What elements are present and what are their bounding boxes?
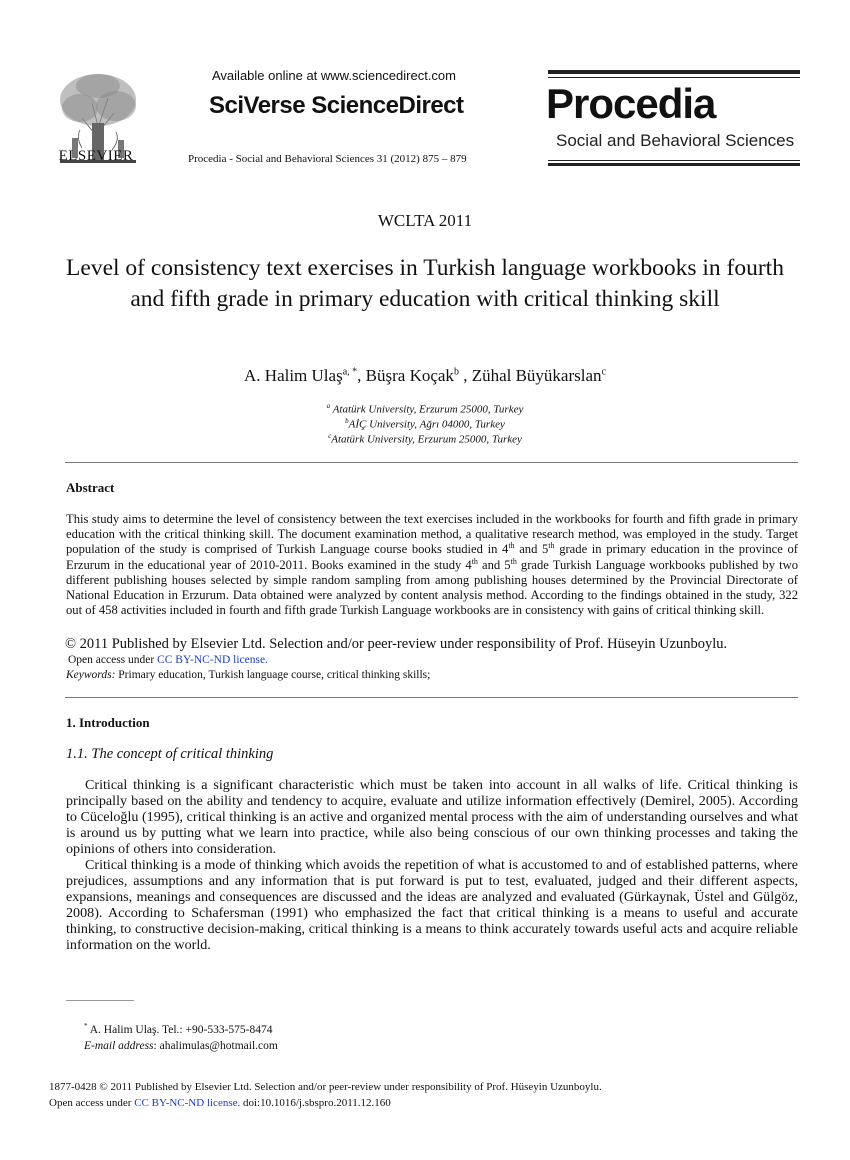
available-online-text: Available online at www.sciencedirect.com [212, 68, 456, 83]
doi-text: doi:10.1016/j.sbspro.2011.12.160 [240, 1097, 391, 1109]
conference-name: WCLTA 2011 [377, 211, 473, 230]
abstract-text-segment: This study aims to determine the level of consistency between the text exercises included in the workbooks for fourth and fifth grade in primary education with the critical thinking skill. The document examination method, a qualitative research method, was employed in the study. Target population of the study is comprised of Turkish Language course books studied in 4 [66, 512, 798, 557]
abstract-heading: Abstract [66, 480, 115, 495]
paragraph: Critical thinking is a significant characteristic which must be taken into account in all walks of life. Critical thinking is principally based on the ability and tendency to acquire, evaluate and utilize information effectively (Demirel, 2005). According to Cüceloğlu (1995), critical thinking is an active and organized mental process with the aim of understanding ourselves and what is around us by putting what we learn into practice, while also being conscious of our own thinking processes and taking the opinions of others into consideration. [66, 777, 798, 857]
affiliation-mark: a [326, 402, 331, 410]
email-footnote [84, 1040, 278, 1052]
procedia-top-rule [548, 70, 800, 74]
affiliation-text: AİÇ University, Ağrı 04000, Turkey [348, 418, 505, 431]
author-name: Büşra Koçak [365, 366, 454, 385]
abstract-text-segment: grade in primary education in the province of Erzurum in the educational year of 2010-2011. Books examined in the study 4 [66, 542, 798, 572]
issn-copyright-line: 1877-0428 © 2011 Published by Elsevier Ltd. Selection and/or peer-review under responsibility of Prof. Hüseyin Uzunboylu. [49, 1081, 602, 1093]
ordinal-suffix: th [510, 556, 517, 566]
affiliation-text: Atatürk University, Erzurum 25000, Turkey [330, 403, 524, 416]
paragraph: Critical thinking is a mode of thinking which avoids the repetition of what is accustomed to and of established patterns, where prejudices, assumptions and any information that is put forward is put to test, evaluated, judged and their different aspects, expansions, meanings and consequences are discussed and the ideas are analyzed and evaluated (Gürkaynak, Üstel and Gülgöz, 2008). According to Schafersman (1991) who emphasized the fact that critical thinking is a means to useful and accurate thinking, to constructive decision-making, critical thinking is a means to think accurately towards useful acts and acquire reliable information on the world. [66, 857, 798, 953]
open-access-prefix: Open access under [68, 654, 158, 666]
author-affiliation-mark: c [601, 366, 606, 378]
journal-reference: Procedia - Social and Behavioral Sciences 31 (2012) 875 – 879 [188, 153, 467, 165]
license-link[interactable]: CC BY-NC-ND license. [134, 1097, 241, 1109]
section-heading: 1. Introduction [66, 715, 150, 730]
abstract-text [66, 512, 798, 618]
ordinal-suffix: th [508, 541, 515, 551]
keywords-label: Keywords: [66, 669, 116, 681]
footnote-divider [66, 1000, 134, 1001]
footnote-text: A. Halim Ulaş. Tel.: +90-533-575-8474 [87, 1023, 273, 1036]
procedia-subtitle: Social and Behavioral Sciences [556, 131, 795, 150]
license-link[interactable]: CC BY-NC-ND license. [157, 654, 268, 666]
paper-title: Level of consistency text exercises in Turkish language workbooks in fourth and fifth grade in primary education with critical thinking skill [66, 255, 784, 312]
author-list [0, 366, 850, 386]
author-separator: , [357, 366, 366, 385]
corresponding-author-footnote [84, 1022, 272, 1036]
ordinal-suffix: th [471, 556, 478, 566]
author-separator: , [458, 366, 472, 385]
abstract-text-segment: and 5 [514, 542, 549, 557]
footer-open-access [49, 1097, 391, 1109]
keywords [66, 669, 430, 681]
subsection-heading: 1.1. The concept of critical thinking [66, 746, 274, 762]
affiliation-mark: c [328, 432, 332, 440]
open-access-prefix: Open access under [49, 1097, 135, 1109]
email-label: E-mail address [84, 1040, 154, 1052]
author-affiliation-mark: a, * [342, 366, 358, 378]
author-affiliation-mark: b [453, 366, 459, 378]
procedia-bottom-rule [548, 163, 800, 166]
author-name: A. Halim Ulaş [244, 366, 343, 385]
body-text [66, 777, 798, 953]
ordinal-suffix: th [548, 541, 555, 551]
publisher-name: ELSEVIER [58, 148, 134, 164]
author-name: Zühal Büyükarslan [471, 366, 602, 385]
procedia-logo: Procedia [546, 80, 716, 127]
keywords-text: Primary education, Turkish language course, critical thinking skills; [115, 669, 431, 681]
procedia-bottom-rule-thin [548, 160, 800, 161]
affiliation [0, 432, 850, 446]
divider [65, 697, 798, 698]
abstract-text-segment: grade Turkish Language workbooks published by two different publishing houses selected by simple random sampling from among publishing houses determined by the Provincial Directorate of National Education in Erzurum. Data obtained were analyzed by content analysis method. According to the findings obtained in the study, 322 out of 458 activities included in fourth and fifth grade Turkish Language workbooks are in consistency with gains of critical thinking skill. [66, 557, 799, 618]
open-access-notice [68, 654, 268, 666]
affiliation [0, 417, 850, 431]
abstract-text-segment: and 5 [477, 557, 511, 572]
affiliation-text: Atatürk University, Erzurum 25000, Turkey [331, 433, 522, 446]
divider [65, 462, 798, 463]
affiliation [0, 402, 850, 416]
sciverse-sciencedirect-logo: SciVerse ScienceDirect [209, 92, 464, 119]
procedia-top-rule-thin [548, 77, 800, 78]
affiliation-mark: b [345, 417, 349, 425]
footnote-mark: * [84, 1022, 88, 1030]
email-value: : ahalimulas@hotmail.com [153, 1040, 278, 1052]
copyright-statement: © 2011 Published by Elsevier Ltd. Selection and/or peer-review under responsibility of Prof. Hüseyin Uzunboylu. [65, 636, 728, 652]
